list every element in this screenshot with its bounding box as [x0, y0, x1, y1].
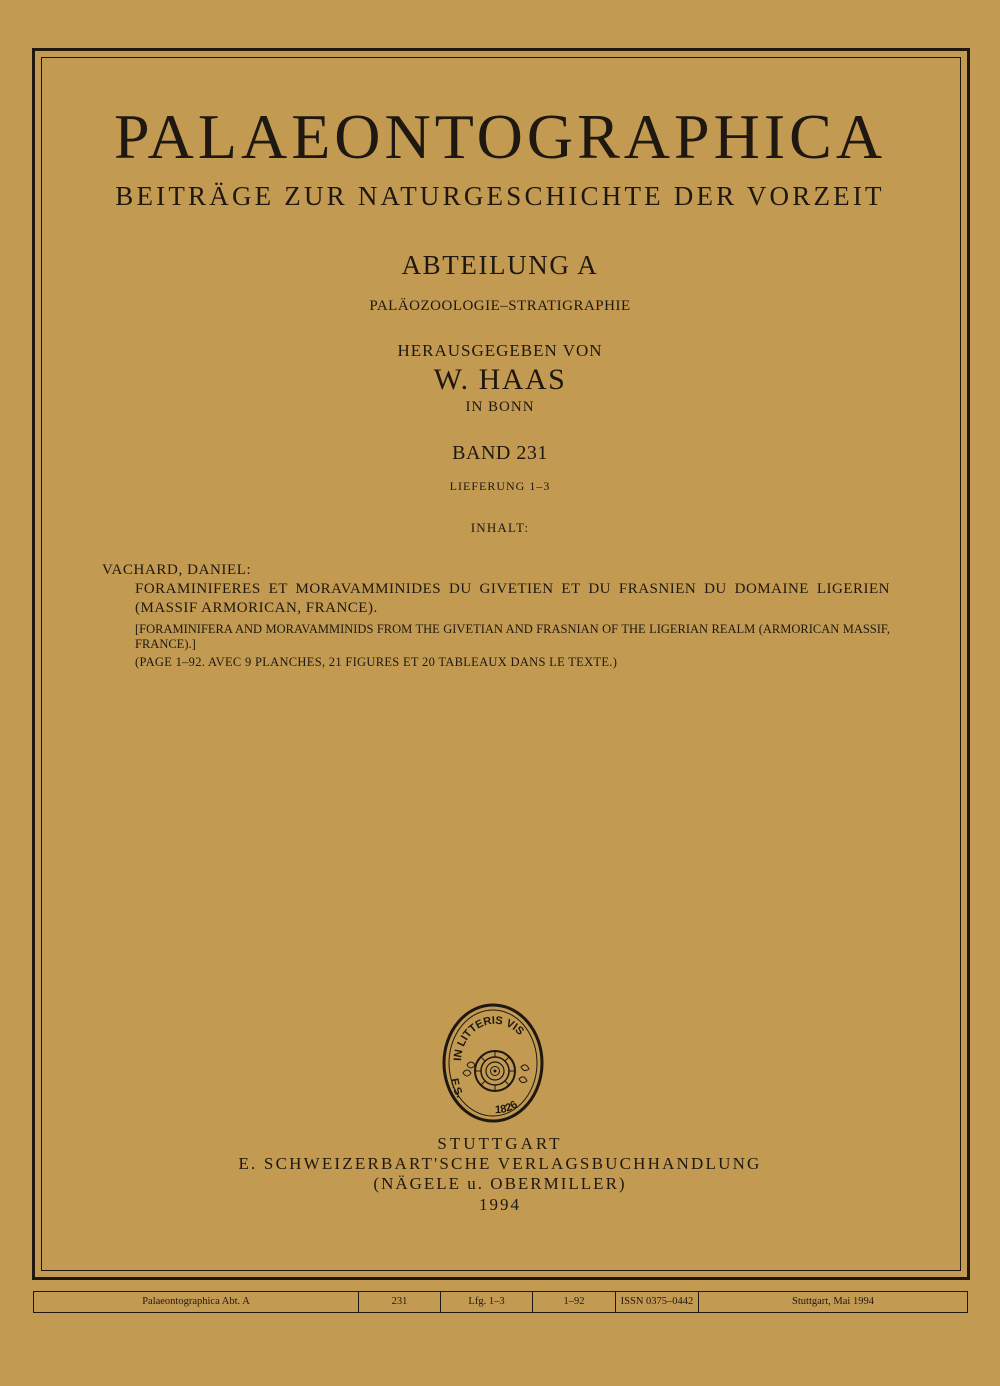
article-author: VACHARD, DANIEL:: [102, 562, 252, 578]
imprint-publisher-sub: (NÄGELE u. OBERMILLER): [373, 1174, 627, 1193]
volume-band: BAND 231: [452, 442, 548, 464]
seal-motto: IN LITTERIS VIS: [451, 1014, 527, 1062]
article-translation: [FORAMINIFERA AND MORAVAMMINIDS FROM THE GIVETIAN AND FRASNIAN OF THE LIGERIAN REALM (ARMORICAN MASSIF, FRANCE).]: [135, 622, 890, 651]
article-pages: (PAGE 1–92. AVEC 9 PLANCHES, 21 FIGURES ET 20 TABLEAUX DANS LE TEXTE.): [135, 655, 618, 669]
volume-lieferung: LIEFERUNG 1–3: [449, 479, 551, 493]
editor-place: IN BONN: [465, 399, 535, 415]
imprint-publisher: E. SCHWEIZERBART'SCHE VERLAGSBUCHHANDLUNG: [238, 1154, 762, 1173]
section-subject: PALÄOZOOLOGIE–STRATIGRAPHIE: [369, 298, 631, 314]
ammonite-seal-icon: [441, 1001, 545, 1125]
seal-initials: E.S.: [447, 1077, 466, 1101]
journal-title: PALAEONTOGRAPHICA: [113, 101, 887, 172]
imprint-city: STUTTGART: [437, 1134, 563, 1153]
citation-bar: [33, 1291, 968, 1313]
journal-subtitle: BEITRÄGE ZUR NATURGESCHICHTE DER VORZEIT: [115, 181, 885, 211]
footer-volume: 231: [359, 1292, 441, 1312]
section-name: ABTEILUNG A: [401, 250, 599, 280]
svg-text:E.S.: [448, 1077, 466, 1100]
article-details: [135, 580, 890, 670]
footer-issn: ISSN 0375–0442: [616, 1292, 699, 1312]
contents-heading: INHALT:: [470, 520, 530, 535]
footer-issue: Lfg. 1–3: [441, 1292, 533, 1312]
imprint-year: 1994: [479, 1195, 521, 1214]
svg-text:IN LITTERIS VIS: [452, 1015, 526, 1062]
seal-year: 1826: [494, 1098, 520, 1117]
editor-label: HERAUSGEGEBEN VON: [397, 341, 603, 360]
footer-place-date: Stuttgart, Mai 1994: [792, 1296, 874, 1307]
footer-journal: Palaeontographica Abt. A: [34, 1292, 359, 1312]
contents-entry: [102, 561, 890, 670]
footer-pages: 1–92: [533, 1292, 616, 1312]
editor-name: W. HAAS: [433, 363, 567, 396]
article-title: FORAMINIFERES ET MORAVAMMINIDES DU GIVETIEN ET DU FRASNIEN DU DOMAINE LIGERIEN (MASSIF ARMORICAN, FRANCE).: [135, 581, 890, 616]
